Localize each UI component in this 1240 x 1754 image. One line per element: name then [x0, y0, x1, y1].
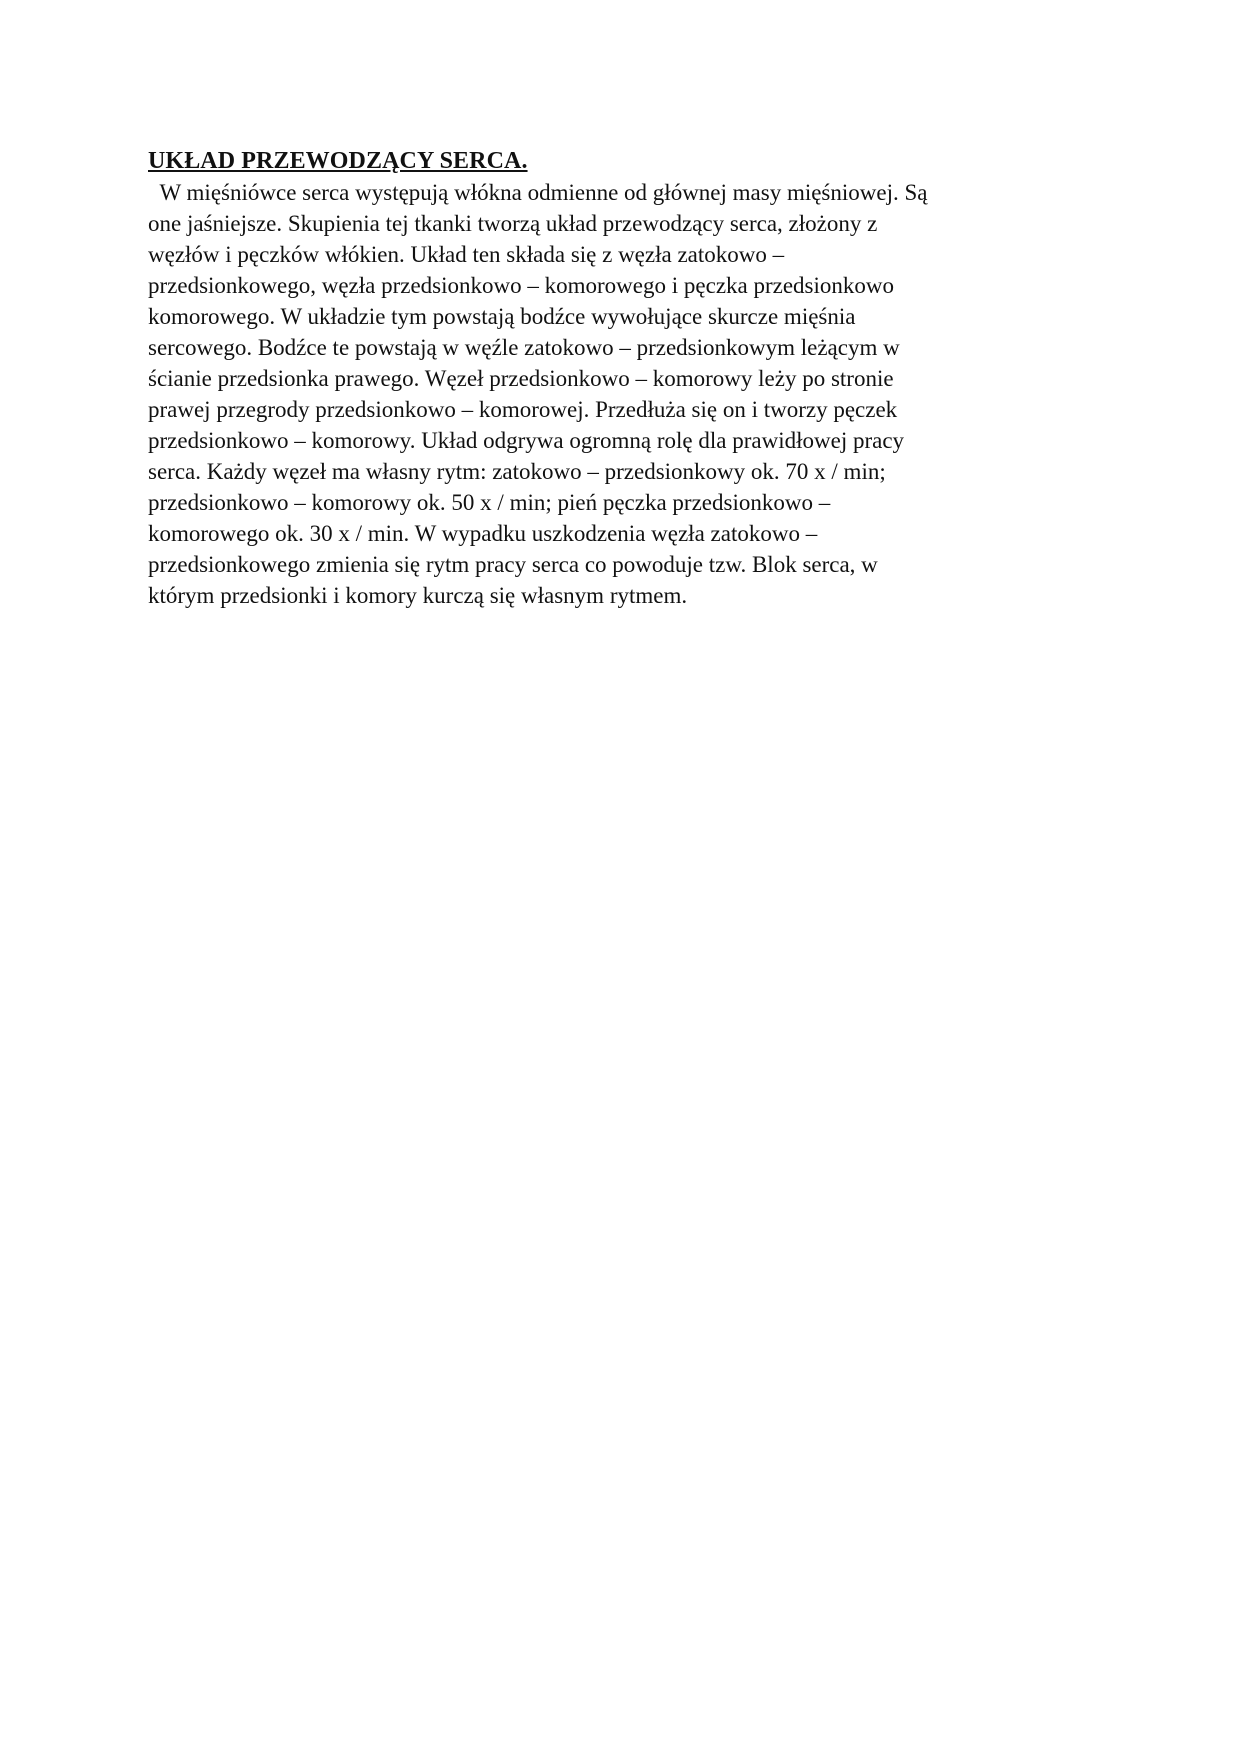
document-title: UKŁAD PRZEWODZĄCY SERCA.	[148, 148, 528, 174]
document-content	[148, 146, 1078, 611]
document-paragraph: W mięśniówce serca występują włókna odmienne od głównej masy mięśniowej. Są one jaśniejsze. Skupienia tej tkanki tworzą układ przewodzący serca, złożony z węzłów i pęczków włókien. Układ ten składa się z węzła zatokowo – przedsionkowego, węzła przedsionkowo – komorowego i pęczka przedsionkowo komorowego. W układzie tym powstają bodźce wywołujące skurcze mięśnia sercowego. Bodźce te powstają w węźle zatokowo – przedsionkowym leżącym w ścianie przedsionka prawego. Węzeł przedsionkowo – komorowy leży po stronie prawej przegrody przedsionkowo – komorowej. Przedłuża się on i tworzy pęczek przedsionkowo – komorowy. Układ odgrywa ogromną rolę dla prawidłowej pracy serca. Każdy węzeł ma własny rytm: zatokowo – przedsionkowy ok. 70 x / min; przedsionkowo – komorowy ok. 50 x / min; pień pęczka przedsionkowo – komorowego ok. 30 x / min. W wypadku uszkodzenia węzła zatokowo – przedsionkowego zmienia się rytm pracy serca co powoduje tzw. Blok serca, w którym przedsionki i komory kurczą się własnym rytmem.	[148, 180, 928, 608]
